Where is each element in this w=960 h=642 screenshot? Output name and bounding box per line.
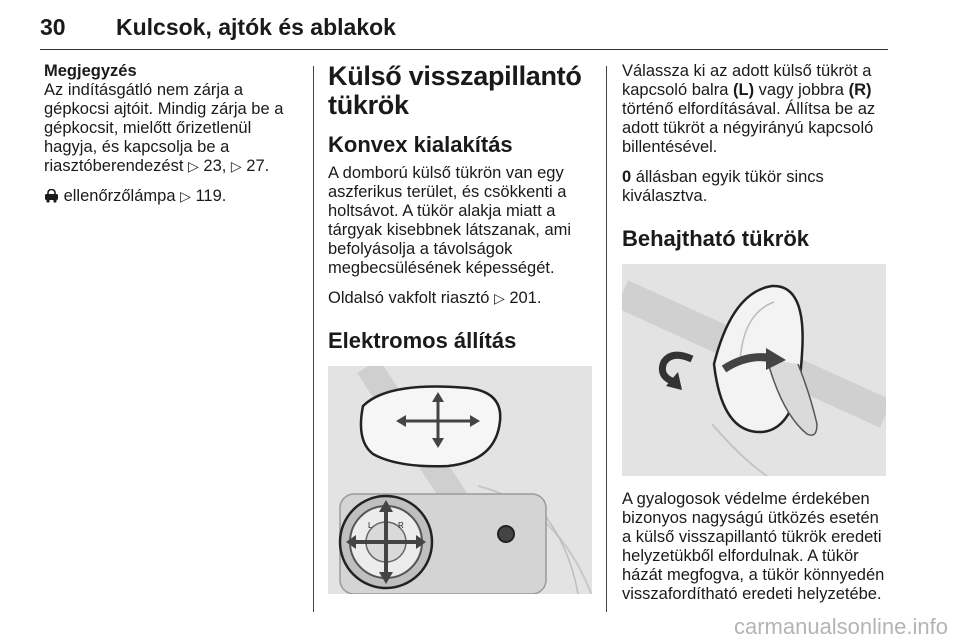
- mirror-adjust-figure: [328, 366, 592, 594]
- zero-text: állásban egyik tükör sincs kiválasztva.: [622, 168, 824, 205]
- blindspot-text: Oldalsó vakfolt riasztó: [328, 289, 490, 307]
- zero-label: 0: [622, 168, 632, 186]
- chapter-title: Kulcsok, ajtók és ablakok: [116, 14, 396, 40]
- lamp-line: [44, 187, 306, 208]
- note-title: Megjegyzés: [44, 62, 137, 80]
- lamp-ref[interactable]: 119.: [195, 187, 227, 205]
- subheading-electric: Elektromos állítás: [328, 328, 517, 353]
- select-label-r: (R): [848, 81, 872, 99]
- select-label-l: (L): [733, 81, 755, 99]
- column-divider-1: [313, 66, 314, 612]
- switch-label-right: R: [398, 521, 404, 530]
- header-rule: [40, 49, 888, 50]
- note-ref-1[interactable]: 23,: [203, 157, 227, 175]
- blindspot-paragraph: [328, 289, 596, 308]
- column-3: [622, 62, 892, 615]
- page-number: 30: [40, 14, 66, 40]
- subheading-convex: Konvex kialakítás: [328, 132, 513, 157]
- blindspot-ref[interactable]: 201.: [509, 289, 542, 307]
- select-text-2: vagy jobbra: [758, 81, 844, 99]
- note-body: [44, 81, 306, 176]
- convex-paragraph: A domború külső tükrön van egy aszferikus terület, és csökkenti a holtsávot. A tükör alakja miatt a tárgyak kisebbnek látszanak, ami befolyásolja a távolságok megbecsülésének képességét.: [328, 164, 572, 277]
- page-header: [40, 0, 888, 52]
- cross-ref-icon: ▷: [494, 290, 505, 306]
- select-text-3: történő elfordításával. Állítsa be az adott tükröt a négyirányú kapcsoló billentésével.: [622, 100, 876, 156]
- folding-paragraph: A gyalogosok védelme érdekében bizonyos nagyságú ütközés esetén a külső visszapillantó tükrök eredeti helyzetükből elfordulnak. A tükör házát megfogva, a tükör könnyedén visszafordítható eredeti helyzetébe.: [622, 490, 885, 603]
- subheading-folding: Behajtható tükrök: [622, 226, 810, 251]
- switch-label-left: L: [368, 521, 373, 530]
- watermark: carmanualsonline.info: [733, 614, 948, 639]
- select-mirror-paragraph: [622, 62, 892, 157]
- folding-mirror-figure: [622, 264, 886, 476]
- note-ref-2[interactable]: 27.: [246, 157, 270, 175]
- note-text: Az indításgátló nem zárja a gépkocsi ajtóit. Mindig zárja be a gépkocsit, mielőtt őrizetlenül hagyja, és kapcsolja be a riasztóberendezést: [44, 81, 284, 175]
- cross-ref-icon: ▷: [230, 158, 242, 174]
- column-1: [44, 62, 306, 219]
- car-lock-lamp-icon: [44, 189, 59, 208]
- section-heading: Külső visszapillantó tükrök: [328, 61, 582, 120]
- lamp-text: ellenőrzőlámpa: [63, 187, 176, 205]
- zero-position-paragraph: [622, 168, 892, 206]
- column-2: [328, 62, 596, 608]
- select-text-1: Válassza ki az adott külső tükröt a kapcsoló balra: [622, 62, 872, 99]
- cross-ref-icon: ▷: [180, 188, 191, 204]
- cross-ref-icon: ▷: [188, 158, 199, 174]
- column-divider-2: [606, 66, 607, 612]
